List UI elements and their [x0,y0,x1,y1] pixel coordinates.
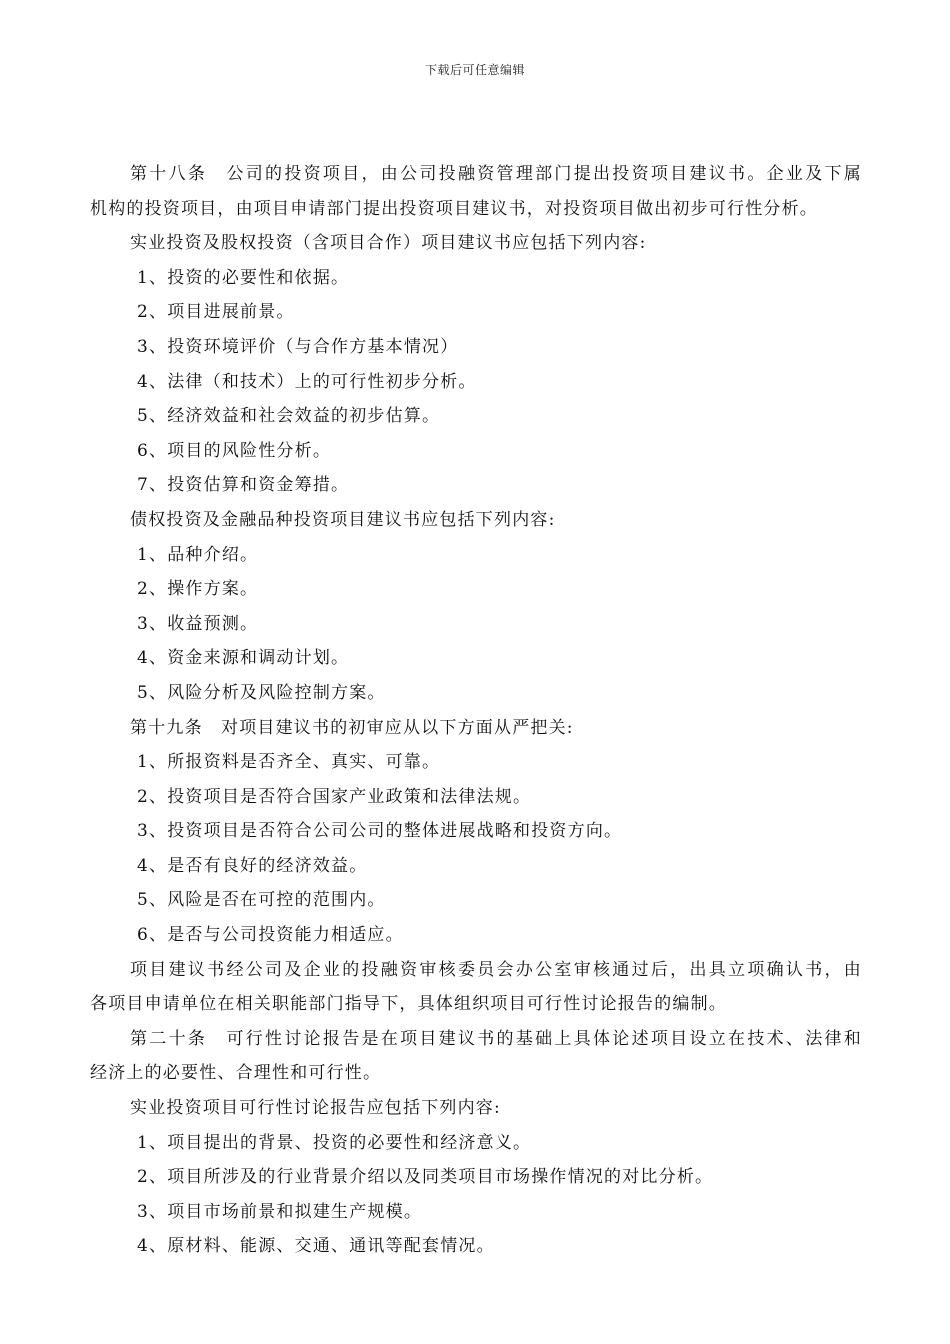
list-item: 1、投资的必要性和依据。 [137,267,350,288]
document-body [90,157,862,1264]
list-item: 1、所报资料是否齐全、真实、可靠。 [137,752,441,773]
list-item: 3、项目市场前景和拟建生产规模。 [137,1201,423,1222]
list-item: 2、投资项目是否符合国家产业政策和法律法规。 [137,786,532,807]
list-item: 2、项目所涉及的行业背景介绍以及同类项目市场操作情况的对比分析。 [137,1167,714,1188]
paragraph-line: 项目建议书经公司及企业的投融资审核委员会办公室审核通过后，出具立项确认书，由 [130,959,862,980]
list-item: 3、投资项目是否符合公司公司的整体进展战略和投资方向。 [137,821,623,842]
list-item: 5、经济效益和社会效益的初步估算。 [137,406,441,427]
list-item: 4、法律（和技术）上的可行性初步分析。 [137,371,477,392]
paragraph-line: 第十九条 对项目建议书的初审应从以下方面从严把关: [130,717,574,738]
list-item: 4、原材料、能源、交通、通讯等配套情况。 [137,1236,495,1257]
paragraph-line: 各项目申请单位在相关职能部门指导下，具体组织项目可行性讨论报告的编制。 [90,994,727,1015]
list-item: 4、是否有良好的经济效益。 [137,855,368,876]
paragraph-line: 经济上的必要性、合理性和可行性。 [90,1063,382,1084]
list-item: 1、项目提出的背景、投资的必要性和经济意义。 [137,1132,532,1153]
paragraph-line: 实业投资及股权投资（含项目合作）项目建议书应包括下列内容: [130,233,647,254]
list-item: 1、品种介绍。 [137,544,259,565]
paragraph-line: 机构的投资项目，由项目申请部门提出投资项目建议书，对投资项目做出初步可行性分析。 [90,198,818,219]
paragraph-line: 第十八条 公司的投资项目，由公司投融资管理部门提出投资项目建议书。企业及下属 [130,164,862,184]
list-item: 7、投资估算和资金筹措。 [137,475,350,496]
list-item: 5、风险分析及风险控制方案。 [137,682,386,703]
paragraph-line: 实业投资项目可行性讨论报告应包括下列内容: [130,1098,501,1119]
list-item: 6、项目的风险性分析。 [137,440,332,461]
list-item: 2、项目进展前景。 [137,302,295,323]
list-item: 3、收益预测。 [137,613,259,634]
list-item: 4、资金来源和调动计划。 [137,648,350,669]
paragraph-line: 第二十条 可行性讨论报告是在项目建议书的基础上具体论述项目设立在技术、法律和 [130,1028,862,1049]
list-item: 6、是否与公司投资能力相适应。 [137,925,404,946]
list-item: 3、投资环境评价（与合作方基本情况） [137,336,459,357]
list-item: 5、风险是否在可控的范围内。 [137,890,386,911]
list-item: 2、操作方案。 [137,579,259,600]
paragraph-line: 债权投资及金融品种投资项目建议书应包括下列内容: [130,509,556,530]
page-header: 下载后可任意编辑 [424,63,525,77]
